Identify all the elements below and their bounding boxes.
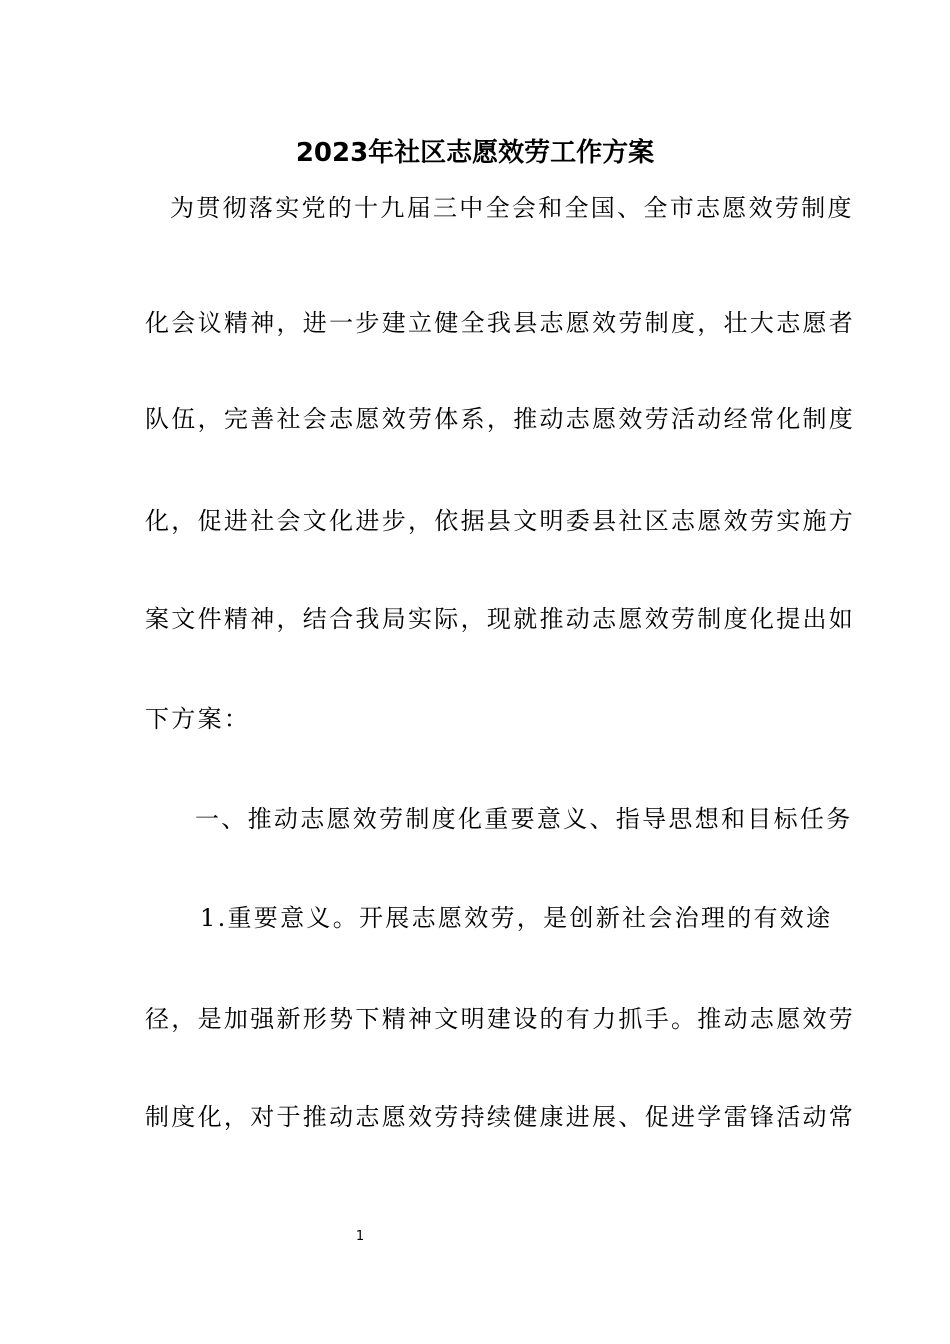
paragraph-line-7: 1.重要意义。开展志愿效劳，是创新社会治理的有效途 — [200, 904, 833, 932]
document-title: 2023年社区志愿效劳工作方案 — [295, 138, 655, 168]
paragraph-line-5: 案文件精神，结合我局实际，现就推动志愿效劳制度化提出如 — [145, 605, 856, 633]
page-number: 1 — [355, 1229, 365, 1244]
section-heading-1: 一、推动志愿效劳制度化重要意义、指导思想和目标任务 — [195, 805, 853, 833]
paragraph-line-4: 化，促进社会文化进步，依据县文明委县社区志愿效劳实施方 — [145, 507, 856, 535]
paragraph-line-9: 制度化，对于推动志愿效劳持续健康进展、促进学雷锋活动常 — [145, 1103, 856, 1131]
paragraph-line-3: 队伍，完善社会志愿效劳体系，推动志愿效劳活动经常化制度 — [145, 405, 856, 433]
paragraph-line-1: 为贯彻落实党的十九届三中全会和全国、全市志愿效劳制度 — [170, 194, 854, 222]
paragraph-line-2: 化会议精神，进一步建立健全我县志愿效劳制度，壮大志愿者 — [145, 309, 856, 337]
paragraph-line-6: 下方案： — [145, 705, 251, 733]
paragraph-line-8: 径，是加强新形势下精神文明建设的有力抓手。推动志愿效劳 — [145, 1005, 856, 1033]
